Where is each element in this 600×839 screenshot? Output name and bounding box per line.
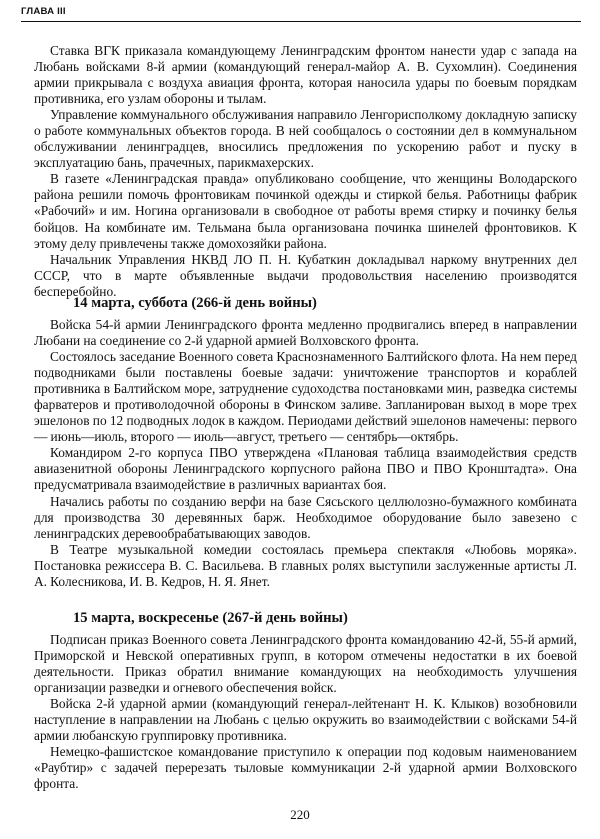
paragraph: В Театре музыкальной комедии состоялась премьера спектакля «Любовь моряка». Постановка режиссера В. С. Васильева. В главных ролях выступили заслуженные артисты Л. А. Колесникова, И. В. Кедров, Н. Я. Янет. bbox=[34, 541, 577, 589]
paragraph: Начальник Управления НКВД ЛО П. Н. Кубаткин докладывал наркому внутренних дел СССР, что в марте объявленные выдачи продовольствия населению производятся бесперебойно. bbox=[34, 251, 577, 299]
section-march-15-text bbox=[34, 632, 577, 792]
paragraph: Войска 2-й ударной армии (командующий генерал-лейтенант Н. К. Клыков) возобновили наступление в направлении на Любань с целью окружить во взаимодействии с войсками 54-й армии любанскую группировку противника. bbox=[34, 696, 577, 744]
paragraph: Немецко-фашистское командование приступило к операции под кодовым наименованием «Раубтир» с задачей перерезать тыловые коммуникации 2-й ударной армии Волховского фронта. bbox=[34, 744, 577, 792]
section-march-14-text bbox=[34, 317, 577, 590]
paragraph: Войска 54-й армии Ленинградского фронта медленно продвигались вперед в направлении Любани на соединение со 2-й ударной армией Волховского фронта. bbox=[34, 317, 577, 349]
header-rule bbox=[21, 21, 581, 22]
section-heading-march-15: 15 марта, воскресенье (267-й день войны) bbox=[73, 610, 348, 626]
paragraph: Состоялось заседание Военного совета Краснознаменного Балтийского флота. На нем перед подводниками были поставлены боевые задачи: уничтожение транспортов и кораблей противника в Балтийском море, затруднение судоходства постановками мин, разведка системы фарватеров и противолодочной обороны в Финском заливе. Запланирован выход в море трех эшелонов по 12 подводных лодок в каждом. Периодами действий эшелонов намечены: первого — июнь—июль, второго — июль—август, третьего — сентябрь—октябрь. bbox=[34, 349, 577, 445]
paragraph: Начались работы по созданию верфи на базе Сясьского целлюлозно-бумажного комбината для производства 30 деревянных барж. Необходимое оборудование было завезено с ленинградских деревообрабатывающих заводов. bbox=[34, 493, 577, 541]
paragraph: Ставка ВГК приказала командующему Ленинградским фронтом нанести удар с запада на Любань войсками 8-й армии (командующий генерал-майор А. В. Сухомлин). Соединения армии прикрывала с воздуха авиация фронта, которая наносила удары по боевым порядкам противника, его узлам обороны и тылам. bbox=[34, 43, 577, 107]
chapter-running-head: ГЛАВА III bbox=[21, 6, 66, 17]
paragraph: Командиром 2-го корпуса ПВО утверждена «Плановая таблица взаимодействия средств авиазенитной обороны Ленинградского корпусного района ПВО и ПВО Кронштадта». Она предусматривала взаимодействие в различных вариантах боя. bbox=[34, 445, 577, 493]
section-intro-text bbox=[34, 43, 577, 300]
paragraph: В газете «Ленинградская правда» опубликовано сообщение, что женщины Володарского района решили помочь фронтовикам починкой одежды и стиркой белья. Работницы фабрик «Рабочий» и им. Ногина организовали в свободное от работы время стирку и починку белья бойцов. На комбинате им. Тельмана была организована починка шинелей фронтовиков. К этому делу привлечены также домохозяйки района. bbox=[34, 171, 577, 251]
paragraph: Управление коммунального обслуживания направило Ленгорисполкому докладную записку о работе коммунальных объектов города. В ней сообщалось о состоянии дел в коммунальном обслуживании ленинградцев, вносились предложения по ускорению работ и пуску в эксплуатацию бань, прачечных, парикмахерских. bbox=[34, 107, 577, 171]
page-number: 220 bbox=[290, 807, 310, 822]
paragraph: Подписан приказ Военного совета Ленинградского фронта командованию 42-й, 55-й армий, Приморской и Невской оперативных групп, в котором отмечены недостатки в их боевой деятельности. Приказ обратил внимание командующих на необходимость улучшения организации разведки и огневого обеспечения войск. bbox=[34, 632, 577, 696]
section-heading-march-14: 14 марта, суббота (266-й день войны) bbox=[73, 295, 317, 311]
